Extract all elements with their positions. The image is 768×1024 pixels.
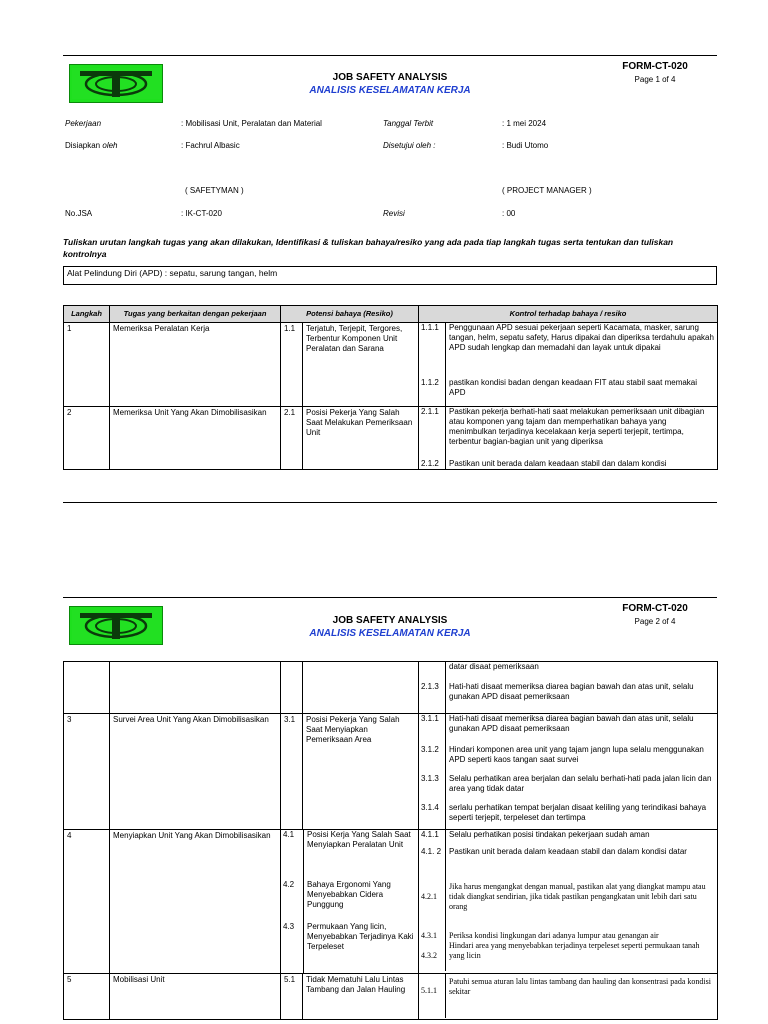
hazard-number: 5.1 bbox=[281, 974, 303, 1020]
table-row bbox=[64, 407, 718, 470]
control-text: Hati-hati disaat memeriksa diarea bagian bawah dan atas unit, selalu gunakan APD disaat pemeriksaan bbox=[449, 682, 694, 701]
table-row bbox=[64, 714, 718, 830]
control-cell bbox=[419, 830, 718, 974]
hazard-text: Bahaya Ergonomi Yang Menyebabkan Cidera Punggung bbox=[307, 880, 391, 909]
document-subtitle: ANALISIS KESELAMATAN KERJA bbox=[309, 85, 471, 96]
task-text: Memeriksa Peralatan Kerja bbox=[110, 323, 281, 407]
disiapkan-value: : Fachrul Albasic bbox=[181, 141, 240, 150]
control-text: Pastikan unit berada dalam keadaan stabil dan dalam kondisi bbox=[449, 459, 667, 468]
control-item bbox=[419, 662, 717, 682]
hazard-text: Permukaan Yang licin, Menyebabkan Terjadinya Kaki Terpeleset bbox=[307, 922, 414, 951]
instruction-text: Tuliskan urutan langkah tugas yang akan dilakukan, Identifikasi & tuliskan bahaya/resiko yang ada pada tiap langkah tugas serta tentukan dan tuliskan kontrolnya bbox=[63, 237, 674, 259]
control-number: 3.1.2 bbox=[419, 745, 446, 774]
hazard-cell bbox=[281, 830, 419, 974]
form-code: FORM-CT-020 bbox=[622, 603, 688, 614]
control-item bbox=[419, 682, 717, 713]
control-list bbox=[419, 662, 717, 713]
control-number: 4.3.1 bbox=[419, 917, 446, 941]
control-text: pastikan kondisi badan dengan keadaan FIT atau stabil saat memakai APD bbox=[449, 378, 698, 397]
hazard-text: Terjatuh, Terjepit, Tergores, Terbentur Komponen Unit Peralatan dan Sarana bbox=[303, 323, 419, 407]
control-text: Patuhi semua aturan lalu lintas tambang dan hauling dan konsentrasi pada kondisi sekitar bbox=[449, 977, 711, 996]
table-header-row bbox=[64, 306, 718, 323]
hazard-item bbox=[281, 830, 418, 880]
hazard-number: 2.1 bbox=[281, 407, 303, 470]
control-number: 2.1.2 bbox=[419, 459, 446, 469]
table-row bbox=[64, 830, 718, 974]
control-list bbox=[419, 714, 717, 829]
control-item bbox=[419, 774, 717, 803]
header-potensi: Potensi bahaya (Resiko) bbox=[281, 306, 419, 323]
control-number: 4.1.1 bbox=[419, 830, 446, 847]
table-row bbox=[64, 662, 718, 714]
header-langkah: Langkah bbox=[64, 306, 110, 323]
page1-form-block bbox=[605, 61, 705, 84]
control-number: 2.1.3 bbox=[419, 682, 446, 713]
control-cell bbox=[419, 714, 718, 830]
control-item bbox=[419, 830, 717, 847]
apd-box: Alat Pelindung Diri (APD) : sepatu, sarung tangan, helm bbox=[63, 266, 717, 285]
control-number: 3.1.1 bbox=[419, 714, 446, 745]
nojsa-label: No.JSA bbox=[65, 209, 93, 218]
task-text bbox=[110, 662, 281, 714]
page1-title-block bbox=[290, 72, 490, 96]
page2-form-block bbox=[605, 603, 705, 626]
control-item bbox=[419, 974, 717, 1018]
document-title: JOB SAFETY ANALYSIS bbox=[332, 615, 448, 626]
task-text: Memeriksa Unit Yang Akan Dimobilisasikan bbox=[110, 407, 281, 470]
control-cell bbox=[419, 323, 718, 407]
control-number: 1.1.1 bbox=[419, 323, 446, 378]
disetujui-label: Disetujui oleh : bbox=[383, 141, 436, 150]
control-cell bbox=[419, 974, 718, 1020]
step-number: 4 bbox=[64, 830, 110, 974]
table-row bbox=[64, 974, 718, 1020]
role-right: ( PROJECT MANAGER ) bbox=[502, 186, 592, 195]
hazard-item bbox=[281, 922, 418, 973]
control-text: Selalu perhatikan area berjalan dan selalu berhati-hati pada jalan licin dan area yang tidak datar bbox=[449, 774, 712, 793]
control-text: datar disaat pemeriksaan bbox=[449, 662, 539, 671]
disiapkan-label-a: Disiapkan bbox=[65, 141, 101, 150]
control-number bbox=[419, 662, 446, 682]
hazard-number: 3.1 bbox=[281, 714, 303, 830]
control-text: Selalu perhatikan posisi tindakan pekerjaan sudah aman bbox=[449, 830, 650, 839]
revisi-value: : 00 bbox=[502, 209, 516, 218]
step-number: 5 bbox=[64, 974, 110, 1020]
control-text: Hindari komponen area unit yang tajam jangn lupa selalu menggunakan APD seperti kaos tangan saat survei bbox=[449, 745, 704, 764]
pekerjaan-label: Pekerjaan bbox=[65, 119, 102, 128]
page1-top-rule bbox=[63, 55, 717, 56]
control-text: Periksa kondisi lingkungan dari adanya lumpur atau genangan air bbox=[449, 931, 659, 940]
control-list bbox=[419, 974, 717, 1018]
header-kontrol: Kontrol terhadap bahaya / resiko bbox=[419, 306, 718, 323]
nojsa-value: : IK-CT-020 bbox=[181, 209, 222, 218]
control-item bbox=[419, 323, 717, 378]
control-number: 3.1.4 bbox=[419, 803, 446, 829]
disiapkan-label bbox=[65, 141, 118, 150]
control-text: Hati-hati disaat memeriksa diarea bagian bawah dan atas unit, selalu gunakan APD disaat pemeriksaan bbox=[449, 714, 694, 733]
control-list bbox=[419, 830, 717, 971]
control-text: Penggunaan APD sesuai pekerjaan seperti Kacamata, masker, sarung tangan, helm, sepatu safety, Harus dipakai dan diperiksa terdahulu apakah APD sudah lengkap dan memadahi dan layak untuk dipakai bbox=[449, 323, 714, 352]
hazard-text: Posisi Kerja Yang Salah Saat Menyiapkan Peralatan Unit bbox=[307, 830, 411, 849]
control-text: Jika harus mengangkat dengan manual, pastikan alat yang diangkat mampu atau tidak diangkat sendirian, jika tidak pastikan pengangkatan unit lebih dari satu orang bbox=[449, 882, 706, 911]
document-title: JOB SAFETY ANALYSIS bbox=[332, 72, 448, 83]
control-number: 4.2.1 bbox=[419, 877, 446, 917]
role-left: ( SAFETYMAN ) bbox=[185, 186, 244, 195]
disetujui-value: : Budi Utomo bbox=[502, 141, 549, 150]
hazard-number: 4.2 bbox=[281, 880, 304, 922]
control-item bbox=[419, 877, 717, 917]
control-number: 2.1.1 bbox=[419, 407, 446, 459]
control-item bbox=[419, 714, 717, 745]
step-number: 3 bbox=[64, 714, 110, 830]
logo-graphic bbox=[70, 65, 162, 102]
control-list bbox=[419, 323, 717, 406]
hazard-list bbox=[281, 830, 418, 973]
control-number: 1.1.2 bbox=[419, 378, 446, 406]
jsa-table-page1 bbox=[63, 305, 718, 470]
step-number: 2 bbox=[64, 407, 110, 470]
control-item bbox=[419, 745, 717, 774]
control-text: Pastikan unit berada dalam keadaan stabil dan dalam kondisi datar bbox=[449, 847, 687, 856]
jsa-table-page2 bbox=[63, 661, 718, 1020]
control-text: Hindari area yang menyebabkan terjadinya terpeleset seperti permukaan tanah yang licin bbox=[449, 941, 700, 960]
control-text: serlalu perhatikan tempat berjalan disaat keliling yang terindikasi bahaya seperti terjepit, terpeleset dan tertimpa bbox=[449, 803, 707, 822]
hazard-number: 4.1 bbox=[281, 830, 304, 880]
hazard-item bbox=[281, 880, 418, 922]
logo-graphic bbox=[70, 607, 162, 644]
control-number: 3.1.3 bbox=[419, 774, 446, 803]
step-number: 1 bbox=[64, 323, 110, 407]
hazard-text: Posisi Pekerja Yang Salah Saat Menyiapkan Pemeriksaan Area bbox=[303, 714, 419, 830]
pekerjaan-value: : Mobilisasi Unit, Peralatan dan Material bbox=[181, 119, 322, 128]
page-number: Page 2 of 4 bbox=[634, 617, 676, 626]
page2-top-rule bbox=[63, 597, 717, 598]
control-number: 5.1.1 bbox=[419, 974, 446, 1018]
company-logo bbox=[69, 64, 163, 103]
control-cell bbox=[419, 407, 718, 470]
header-tugas: Tugas yang berkaitan dengan pekerjaan bbox=[110, 306, 281, 323]
control-text: Pastikan pekerja berhati-hati saat melakukan pemeriksaan unit dibagian atau komponen yang tajam dan memperhatikan bahaya yang menimbulkan terjadinya kecelakaan kerja seperti terjepit, tertimpa, terbentur bagian-bagian unit yang diperiksa bbox=[449, 407, 705, 446]
control-list bbox=[419, 407, 717, 469]
company-logo bbox=[69, 606, 163, 645]
step-number bbox=[64, 662, 110, 714]
revisi-label: Revisi bbox=[383, 209, 405, 218]
control-number: 4.1. 2 bbox=[419, 847, 446, 877]
page1-bottom-rule bbox=[63, 502, 717, 503]
control-item bbox=[419, 803, 717, 829]
hazard-text: Tidak Mematuhi Lalu Lintas Tambang dan Jalan Hauling bbox=[303, 974, 419, 1020]
form-code: FORM-CT-020 bbox=[622, 61, 688, 72]
hazard-number: 1.1 bbox=[281, 323, 303, 407]
hazard-number bbox=[281, 662, 303, 714]
hazard-text: Posisi Pekerja Yang Salah Saat Melakukan Pemeriksaan Unit bbox=[303, 407, 419, 470]
tanggal-label: Tanggal Terbit bbox=[383, 119, 434, 128]
control-item bbox=[419, 941, 717, 971]
table-row bbox=[64, 323, 718, 407]
document-subtitle: ANALISIS KESELAMATAN KERJA bbox=[309, 628, 471, 639]
disiapkan-label-b: oleh bbox=[102, 141, 118, 150]
hazard-text bbox=[303, 662, 419, 714]
control-item bbox=[419, 407, 717, 459]
task-text: Survei Area Unit Yang Akan Dimobilisasikan bbox=[110, 714, 281, 830]
control-number: 4.3.2 bbox=[419, 941, 446, 971]
tanggal-value: : 1 mei 2024 bbox=[502, 119, 547, 128]
hazard-number: 4.3 bbox=[281, 922, 304, 973]
control-item bbox=[419, 847, 717, 877]
task-text: Mobilisasi Unit bbox=[110, 974, 281, 1020]
page2-title-block bbox=[290, 615, 490, 639]
page-number: Page 1 of 4 bbox=[634, 75, 676, 84]
control-item bbox=[419, 459, 717, 469]
control-item bbox=[419, 378, 717, 406]
control-cell bbox=[419, 662, 718, 714]
control-item bbox=[419, 917, 717, 941]
task-text: Menyiapkan Unit Yang Akan Dimobilisasikan bbox=[110, 830, 281, 974]
